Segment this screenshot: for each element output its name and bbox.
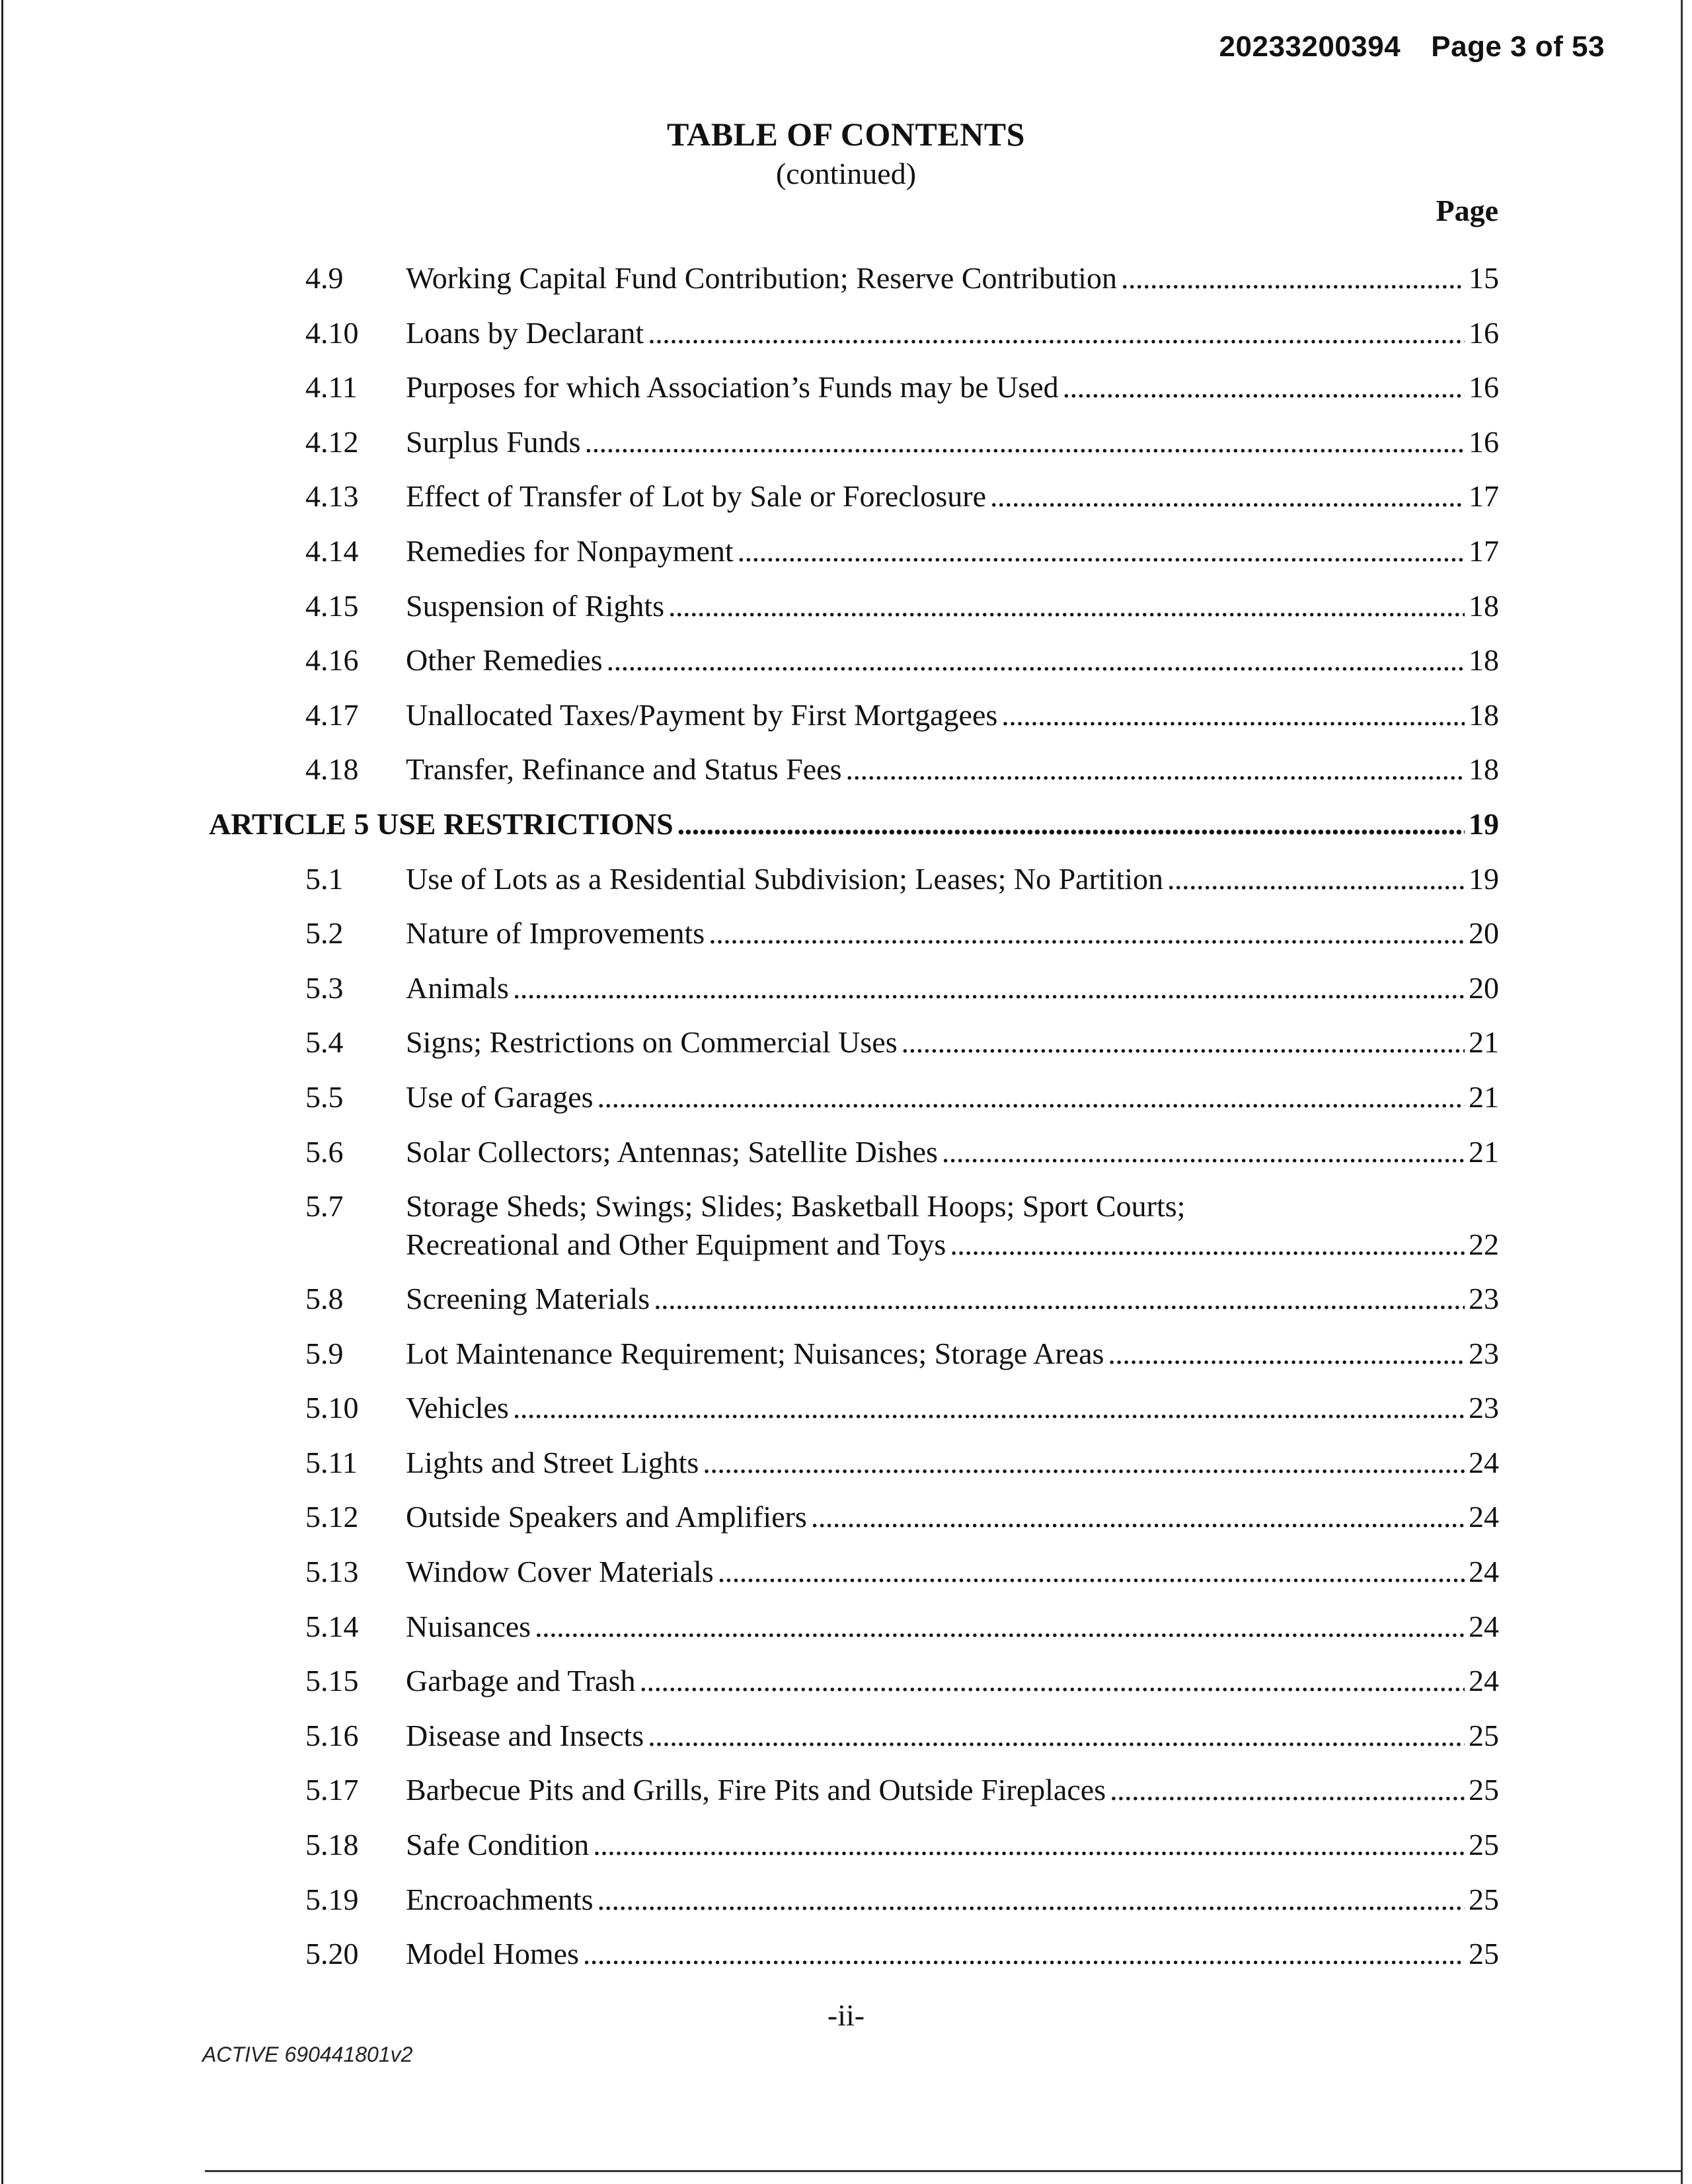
toc-entry-title: Window Cover Materials [406, 1555, 714, 1589]
toc-entry-title: Nature of Improvements [406, 916, 705, 951]
toc-row [0, 1553, 1692, 1608]
toc-section-number: 5.9 [305, 1336, 344, 1370]
dot-leader [585, 423, 1465, 461]
toc-entry-title: Use of Garages [406, 1079, 594, 1114]
toc-entry-title: Recreational and Other Equipment and Toys [406, 1228, 946, 1262]
toc-entry [406, 696, 1499, 734]
toc-section-number: 4.12 [305, 424, 359, 459]
toc-row [0, 1078, 1692, 1133]
toc-entry-line [406, 532, 1499, 570]
toc-entry [406, 1935, 1499, 1973]
toc-section-number: 4.11 [305, 370, 358, 405]
toc-row [0, 1335, 1692, 1389]
toc-entry [406, 259, 1499, 297]
toc-page-number: 25 [1469, 1937, 1499, 1971]
toc-section-number: 4.16 [305, 643, 359, 678]
toc-page-number: 17 [1469, 479, 1499, 514]
toc-entry-line [406, 1187, 1499, 1226]
footer-page-number: -ii- [827, 1998, 865, 2032]
dot-leader [597, 1881, 1465, 1919]
toc-row [0, 587, 1692, 642]
toc-entry-title: Animals [406, 970, 509, 1005]
toc-page-number: 25 [1469, 1828, 1499, 1862]
dot-leader [513, 969, 1465, 1007]
toc-entry [406, 423, 1499, 461]
toc-page-number: 18 [1469, 752, 1499, 787]
toc-entry-title: Safe Condition [406, 1828, 590, 1862]
toc-page-number: 20 [1469, 916, 1499, 951]
toc-page-number: 16 [1469, 424, 1499, 459]
toc-entry-line [406, 1662, 1499, 1700]
toc-entry [406, 1553, 1499, 1591]
toc-section-number: 4.9 [305, 261, 344, 295]
toc-entry-title: Lot Maintenance Requirement; Nuisances; Storage Areas [406, 1336, 1104, 1370]
page-edge-bottom [205, 2170, 1683, 2172]
toc-entry [406, 1133, 1499, 1171]
toc-entry-title: Lights and Street Lights [406, 1445, 699, 1479]
toc-entry-title: Disease and Insects [406, 1718, 644, 1752]
toc-subtitle: (continued) [775, 157, 917, 190]
toc-entry [406, 1444, 1499, 1482]
toc-entry [406, 641, 1499, 680]
toc-row [0, 532, 1692, 587]
toc-page-number: 23 [1469, 1282, 1499, 1316]
dot-leader [811, 1498, 1465, 1536]
toc-page-number: 18 [1469, 588, 1499, 623]
toc-entry-line [406, 1771, 1499, 1809]
toc-entry-line [406, 1608, 1499, 1646]
toc-entry-line [209, 805, 1499, 843]
toc-page-number: 21 [1469, 1079, 1499, 1114]
toc-entry [406, 1826, 1499, 1864]
toc-row [0, 1280, 1692, 1335]
toc-row [0, 477, 1692, 532]
toc-entry-line [406, 1881, 1499, 1919]
toc-entry-title: ARTICLE 5 USE RESTRICTIONS [209, 806, 673, 841]
toc-row [0, 1826, 1692, 1881]
toc-row [0, 259, 1692, 314]
toc-row [0, 1389, 1692, 1444]
toc-page-number: 19 [1469, 806, 1499, 841]
toc-list [0, 259, 1692, 1990]
toc-entry-line [406, 423, 1499, 461]
dot-leader [1167, 860, 1465, 898]
toc-section-number: 5.15 [305, 1664, 359, 1698]
toc-article-row [0, 805, 1692, 860]
dot-leader [668, 587, 1465, 625]
toc-page-number: 24 [1469, 1500, 1499, 1534]
toc-row [0, 860, 1692, 915]
toc-entry [406, 1608, 1499, 1646]
toc-section-number: 4.13 [305, 479, 359, 514]
toc-entry-line [406, 750, 1499, 789]
toc-entry-title: Purposes for which Association’s Funds may be Used [406, 370, 1059, 405]
toc-entry [406, 314, 1499, 352]
toc-entry-line [406, 1498, 1499, 1536]
toc-section-number: 5.3 [305, 970, 344, 1005]
toc-section-number: 5.7 [305, 1189, 344, 1224]
toc-entry-title: Transfer, Refinance and Status Fees [406, 752, 842, 787]
toc-entry-title: Other Remedies [406, 643, 603, 678]
dot-leader [535, 1608, 1465, 1646]
toc-section-number: 5.16 [305, 1718, 359, 1752]
toc-entry [406, 1280, 1499, 1318]
toc-section-number: 5.4 [305, 1025, 344, 1060]
toc-entry-line [406, 1444, 1499, 1482]
toc-entry-title: Remedies for Nonpayment [406, 533, 734, 568]
toc-section-number: 5.12 [305, 1500, 359, 1534]
toc-page-number: 19 [1469, 861, 1499, 896]
toc-entry [406, 1717, 1499, 1755]
toc-entry [406, 368, 1499, 407]
toc-entry-line [406, 1226, 1499, 1264]
toc-entry-line [406, 1133, 1499, 1171]
toc-entry-line [406, 1389, 1499, 1427]
dot-leader [942, 1133, 1465, 1171]
toc-page-number: 23 [1469, 1336, 1499, 1370]
dot-leader [845, 750, 1465, 789]
dot-leader [1110, 1771, 1465, 1809]
toc-entry [406, 969, 1499, 1007]
toc-row [0, 1498, 1692, 1553]
toc-entry [406, 914, 1499, 953]
toc-entry [406, 1771, 1499, 1809]
toc-page-number: 18 [1469, 643, 1499, 678]
toc-entry [406, 1335, 1499, 1373]
toc-row [0, 1608, 1692, 1662]
toc-page-number: 16 [1469, 315, 1499, 350]
toc-entry-line [406, 1935, 1499, 1973]
dot-leader [709, 914, 1465, 953]
dot-leader [738, 532, 1465, 570]
toc-title: TABLE OF CONTENTS [667, 116, 1025, 153]
toc-entry-line [406, 1280, 1499, 1318]
toc-entry-line [406, 1826, 1499, 1864]
toc-entry-title: Suspension of Rights [406, 588, 665, 623]
toc-entry-line [406, 477, 1499, 516]
toc-section-number: 5.17 [305, 1773, 359, 1807]
toc-section-number: 5.11 [305, 1445, 358, 1479]
toc-entry [406, 750, 1499, 789]
toc-entry-line [406, 1553, 1499, 1591]
toc-entry-title: Outside Speakers and Amplifiers [406, 1500, 807, 1534]
toc-row [0, 641, 1692, 696]
dot-leader [648, 1717, 1465, 1755]
toc-page-number: 22 [1469, 1228, 1499, 1262]
toc-row [0, 696, 1692, 751]
toc-page-number: 16 [1469, 370, 1499, 405]
dot-leader [1121, 259, 1465, 297]
toc-page-number: 18 [1469, 697, 1499, 732]
dot-leader [583, 1935, 1465, 1973]
toc-entry-title: Screening Materials [406, 1282, 650, 1316]
dot-leader [990, 477, 1465, 516]
toc-section-number: 5.19 [305, 1882, 359, 1916]
toc-entry [406, 860, 1499, 898]
toc-entry-line [406, 587, 1499, 625]
toc-entry-title: Use of Lots as a Residential Subdivision; Leases; No Partition [406, 861, 1164, 896]
toc-row [0, 1717, 1692, 1772]
toc-row [0, 1133, 1692, 1188]
footer-document-id: ACTIVE 690441801v2 [202, 2043, 413, 2066]
toc-entry-line [406, 1023, 1499, 1062]
toc-page-number: 25 [1469, 1718, 1499, 1752]
dot-leader [703, 1444, 1465, 1482]
toc-entry [209, 805, 1499, 843]
toc-entry-line [406, 969, 1499, 1007]
toc-entry [406, 587, 1499, 625]
toc-section-number: 5.5 [305, 1079, 344, 1114]
dot-leader [1063, 368, 1465, 407]
toc-section-number: 4.15 [305, 588, 359, 623]
toc-page-number: 21 [1469, 1134, 1499, 1169]
toc-page-number: 24 [1469, 1445, 1499, 1479]
toc-row [0, 423, 1692, 478]
toc-entry-line [406, 696, 1499, 734]
toc-entry [406, 477, 1499, 516]
toc-entry-title: Surplus Funds [406, 424, 581, 459]
toc-entry-line [406, 314, 1499, 352]
toc-entry-line [406, 860, 1499, 898]
dot-leader [902, 1023, 1465, 1062]
toc-row [0, 1935, 1692, 1990]
toc-entry-title: Model Homes [406, 1937, 579, 1971]
dot-leader [513, 1389, 1465, 1427]
toc-page-number: 21 [1469, 1025, 1499, 1060]
toc-section-number: 4.17 [305, 697, 359, 732]
toc-entry-line [406, 1335, 1499, 1373]
toc-entry-title: Loans by Declarant [406, 315, 644, 350]
dot-leader [640, 1662, 1465, 1700]
toc-page-number: 25 [1469, 1882, 1499, 1916]
toc-entry-title: Working Capital Fund Contribution; Reserve Contribution [406, 261, 1117, 295]
toc-page-number: 24 [1469, 1664, 1499, 1698]
toc-section-number: 4.18 [305, 752, 359, 787]
dot-leader [950, 1226, 1465, 1264]
toc-section-number: 5.13 [305, 1555, 359, 1589]
toc-entry-title: Storage Sheds; Swings; Slides; Basketball Hoops; Sport Courts; [406, 1189, 1186, 1224]
toc-entry-line [406, 914, 1499, 953]
recording-number: 20233200394 [1219, 30, 1401, 63]
toc-row [0, 368, 1692, 423]
dot-leader [593, 1826, 1465, 1864]
toc-entry-title: Unallocated Taxes/Payment by First Mortgagees [406, 697, 998, 732]
toc-entry-line [406, 1078, 1499, 1116]
toc-page-number: 20 [1469, 970, 1499, 1005]
toc-page-number: 24 [1469, 1609, 1499, 1643]
toc-entry [406, 532, 1499, 570]
toc-entry-line [406, 368, 1499, 407]
toc-row [0, 1187, 1692, 1280]
toc-section-number: 5.10 [305, 1391, 359, 1425]
toc-section-number: 5.20 [305, 1937, 359, 1971]
toc-entry [406, 1023, 1499, 1062]
dot-leader [1108, 1335, 1465, 1373]
toc-page-number: 24 [1469, 1555, 1499, 1589]
toc-entry-title: Nuisances [406, 1609, 531, 1643]
dot-leader [718, 1553, 1465, 1591]
toc-row [0, 750, 1692, 805]
toc-entry-title: Vehicles [406, 1391, 509, 1425]
toc-row [0, 1881, 1692, 1935]
toc-entry-line [406, 641, 1499, 680]
dot-leader [597, 1078, 1465, 1116]
toc-row [0, 969, 1692, 1024]
toc-page-number: 17 [1469, 533, 1499, 568]
toc-section-number: 4.10 [305, 315, 359, 350]
toc-section-number: 5.8 [305, 1282, 344, 1316]
toc-page-number: 23 [1469, 1391, 1499, 1425]
toc-row [0, 314, 1692, 369]
toc-page-number: 15 [1469, 261, 1499, 295]
toc-row [0, 1444, 1692, 1499]
toc-entry [406, 1389, 1499, 1427]
toc-page-number: 25 [1469, 1773, 1499, 1807]
toc-section-number: 5.14 [305, 1609, 359, 1643]
toc-entry [406, 1187, 1499, 1264]
toc-entry-title: Solar Collectors; Antennas; Satellite Dishes [406, 1134, 938, 1169]
toc-section-number: 5.2 [305, 916, 344, 951]
toc-entry-line [406, 1717, 1499, 1755]
toc-entry [406, 1662, 1499, 1700]
dot-leader [1001, 696, 1465, 734]
toc-section-number: 5.1 [305, 861, 344, 896]
toc-row [0, 914, 1692, 969]
toc-row [0, 1771, 1692, 1826]
dot-leader [607, 641, 1465, 680]
page-column-header: Page [1436, 194, 1498, 227]
dot-leader [677, 805, 1465, 843]
toc-entry-title: Encroachments [406, 1882, 594, 1916]
dot-leader [654, 1280, 1465, 1318]
toc-entry-title: Effect of Transfer of Lot by Sale or Foreclosure [406, 479, 987, 514]
toc-entry-title: Garbage and Trash [406, 1664, 636, 1698]
toc-row [0, 1662, 1692, 1717]
dot-leader [648, 314, 1465, 352]
toc-section-number: 5.18 [305, 1828, 359, 1862]
toc-entry-title: Signs; Restrictions on Commercial Uses [406, 1025, 898, 1060]
toc-row [0, 1023, 1692, 1078]
toc-entry [406, 1078, 1499, 1116]
toc-entry [406, 1881, 1499, 1919]
toc-entry [406, 1498, 1499, 1536]
toc-entry-title: Barbecue Pits and Grills, Fire Pits and Outside Fireplaces [406, 1773, 1106, 1807]
toc-section-number: 4.14 [305, 533, 359, 568]
toc-section-number: 5.6 [305, 1134, 344, 1169]
page-indicator: Page 3 of 53 [1431, 30, 1605, 63]
document-header [1219, 30, 1605, 63]
toc-entry-line [406, 259, 1499, 297]
